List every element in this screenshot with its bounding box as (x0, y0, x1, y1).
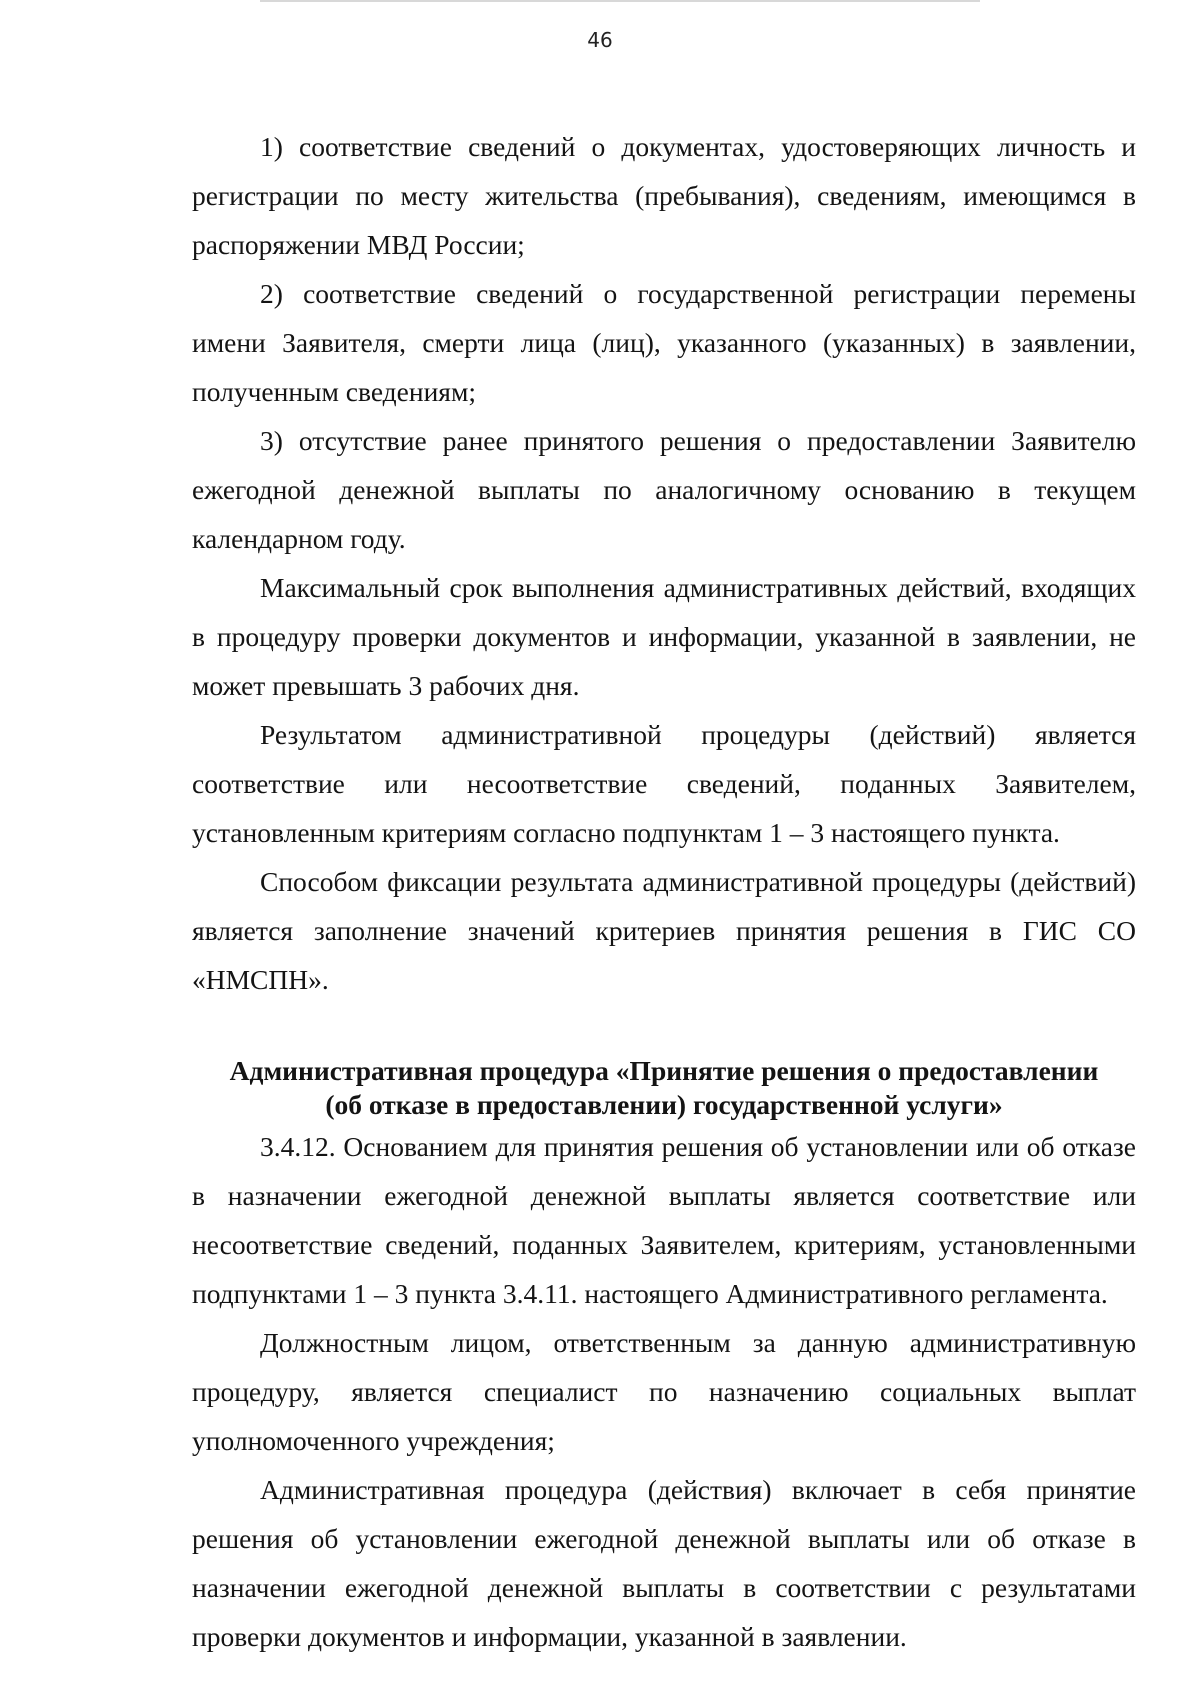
section-heading-line-2: (об отказе в предоставлении) государственной услуги» (325, 1089, 1003, 1120)
paragraph-criterion-3: 3) отсутствие ранее принятого решения о предоставлении Заявителю ежегодной денежной выплаты по аналогичному основанию в текущем календарном году. (192, 425, 1136, 554)
section-heading-line-1: Административная процедура «Принятие решения о предоставлении (229, 1055, 1099, 1086)
scan-edge-line (260, 0, 980, 2)
paragraph-result: Результатом административной процедуры (действий) является соответствие или несоответствие сведений, поданных Заявителем, установленным критериям согласно подпунктам 1 – 3 настоящего пункта. (192, 719, 1136, 848)
paragraph-criterion-2: 2) соответствие сведений о государственной регистрации перемены имени Заявителя, смерти лица (лиц), указанного (указанных) в заявлении, полученным сведениям; (192, 278, 1136, 407)
paragraph-3-4-12: 3.4.12. Основанием для принятия решения об установлении или об отказе в назначении ежегодной денежной выплаты является соответствие или несоответствие сведений, поданных Заявителем, критериям, установленными подпунктами 1 – 3 пункта 3.4.11. настоящего Административного регламента. (192, 1131, 1136, 1309)
paragraph-criterion-1: 1) соответствие сведений о документах, удостоверяющих личность и регистрации по месту жительства (пребывания), сведениям, имеющимся в распоряжении МВД России; (192, 131, 1136, 260)
paragraph-max-term: Максимальный срок выполнения административных действий, входящих в процедуру проверки документов и информации, указанной в заявлении, не может превышать 3 рабочих дня. (192, 572, 1136, 701)
paragraph-procedure-includes: Административная процедура (действия) включает в себя принятие решения об установлении ежегодной денежной выплаты или об отказе в назначении ежегодной денежной выплаты в соответствии с результатами проверки документов и информации, указанной в заявлении. (192, 1474, 1136, 1652)
paragraph-responsible-official: Должностным лицом, ответственным за данную административную процедуру, является специалист по назначению социальных выплат уполномоченного учреждения; (192, 1327, 1136, 1456)
section-heading (192, 1054, 1136, 1122)
document-body (192, 122, 1136, 1661)
page-number: 46 (587, 28, 613, 52)
paragraph-fixation-method: Способом фиксации результата административной процедуры (действий) является заполнение значений критериев принятия решения в ГИС СО «НМСПН». (192, 866, 1136, 995)
